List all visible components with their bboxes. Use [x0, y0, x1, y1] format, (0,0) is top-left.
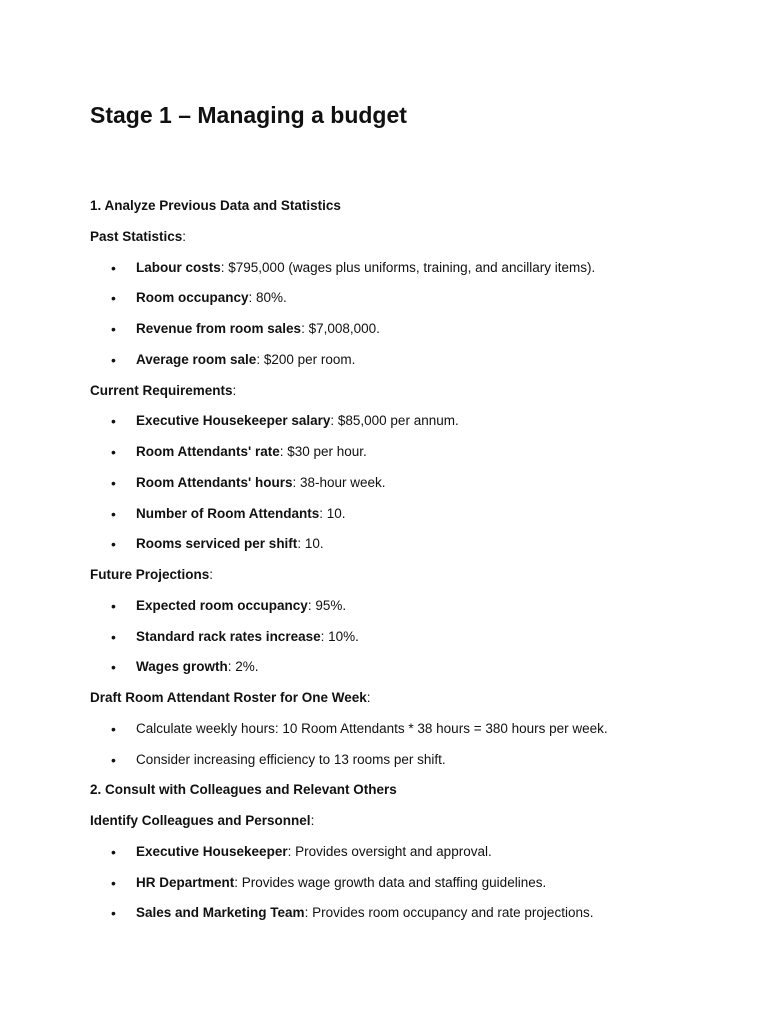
bullet-icon: •: [111, 259, 116, 276]
list-item: [90, 318, 730, 340]
list-item: [90, 872, 730, 894]
subheading-label: Current Requirements: [90, 382, 233, 398]
document-body: [90, 195, 730, 933]
item-label: Number of Room Attendants: [136, 505, 320, 521]
subheading-label: Past Statistics: [90, 228, 183, 244]
list-item: [90, 287, 730, 309]
bullet-icon: •: [111, 351, 116, 368]
item-text: : Provides room occupancy and rate projections.: [304, 905, 594, 921]
list-item: [90, 503, 730, 525]
list-item: [90, 902, 730, 924]
list-item: [90, 841, 730, 863]
subheading-current-requirements: [90, 380, 730, 402]
item-text: : 95%.: [307, 597, 347, 613]
bullet-icon: •: [111, 659, 116, 676]
item-text: : Provides oversight and approval.: [287, 843, 492, 859]
item-label: Executive Housekeeper salary: [136, 413, 331, 429]
section-heading-analyze: 1. Analyze Previous Data and Statistics: [90, 198, 341, 213]
bullet-icon: •: [111, 505, 116, 522]
item-text: : $795,000 (wages plus uniforms, training, and ancillary items).: [220, 259, 596, 275]
bullet-icon: •: [111, 905, 116, 922]
list-item: [90, 349, 730, 371]
item-text: Calculate weekly hours: 10 Room Attendants * 38 hours = 380 hours per week.: [136, 720, 608, 736]
item-text: : 2%.: [227, 659, 259, 675]
subheading-draft-roster: [90, 687, 730, 709]
item-text: Consider increasing efficiency to 13 rooms per shift.: [136, 751, 446, 767]
item-label: Sales and Marketing Team: [136, 905, 305, 921]
subheading-colon: :: [310, 813, 315, 828]
item-text: : 80%.: [248, 290, 287, 306]
item-text: : $200 per room.: [256, 351, 356, 367]
item-text: : 10.: [297, 536, 324, 552]
bullet-icon: •: [111, 874, 116, 891]
item-label: Expected room occupancy: [136, 597, 308, 613]
page-title: Stage 1 – Managing a budget: [90, 102, 407, 128]
item-label: Standard rack rates increase: [136, 628, 321, 644]
bullet-icon: •: [111, 628, 116, 645]
item-label: Average room sale: [136, 351, 257, 367]
item-text: : $7,008,000.: [301, 321, 380, 336]
subheading-colon: :: [182, 228, 187, 244]
list-item: [90, 533, 730, 555]
item-text: : 10.: [319, 505, 346, 521]
list-item: [90, 441, 730, 463]
item-text: : Provides wage growth data and staffing guidelines.: [234, 874, 547, 890]
list-item: [90, 749, 730, 771]
item-label: Room occupancy: [136, 290, 249, 306]
subheading-label: Identify Colleagues and Personnel: [90, 813, 311, 828]
subheading-past-statistics: [90, 226, 730, 248]
subheading-label: Future Projections: [90, 567, 210, 582]
bullet-icon: •: [111, 751, 116, 768]
subheading-colon: :: [366, 690, 371, 705]
item-label: Room Attendants' hours: [136, 474, 293, 490]
bullet-icon: •: [111, 843, 116, 860]
item-label: HR Department: [136, 874, 235, 890]
bullet-icon: •: [111, 720, 116, 737]
list-item: [90, 257, 730, 279]
item-label: Executive Housekeeper: [136, 843, 288, 859]
item-text: : $85,000 per annum.: [330, 413, 459, 429]
list-item: [90, 718, 730, 740]
list-item: [90, 626, 730, 648]
bullet-icon: •: [111, 597, 116, 614]
subheading-identify-colleagues: [90, 810, 730, 832]
item-label: Labour costs: [136, 259, 221, 275]
subheading-colon: :: [209, 567, 214, 582]
list-item: [90, 410, 730, 432]
bullet-icon: •: [111, 474, 116, 491]
bullet-icon: •: [111, 321, 116, 337]
item-text: : 10%.: [320, 628, 359, 644]
item-text: : $30 per hour.: [279, 444, 367, 459]
bullet-icon: •: [111, 536, 116, 553]
item-label: Wages growth: [136, 659, 228, 675]
list-item: [90, 472, 730, 494]
bullet-icon: •: [111, 413, 116, 430]
item-label: Rooms serviced per shift: [136, 536, 298, 552]
list-item: [90, 595, 730, 617]
bullet-icon: •: [111, 290, 116, 307]
item-label: Room Attendants' rate: [136, 444, 280, 459]
subheading-future-projections: [90, 564, 730, 586]
item-text: : 38-hour week.: [292, 474, 386, 490]
section-heading-consult: 2. Consult with Colleagues and Relevant Others: [90, 782, 397, 798]
item-label: Revenue from room sales: [136, 321, 302, 336]
bullet-icon: •: [111, 444, 116, 460]
subheading-colon: :: [232, 382, 237, 398]
subheading-label: Draft Room Attendant Roster for One Week: [90, 690, 367, 705]
list-item: [90, 656, 730, 678]
